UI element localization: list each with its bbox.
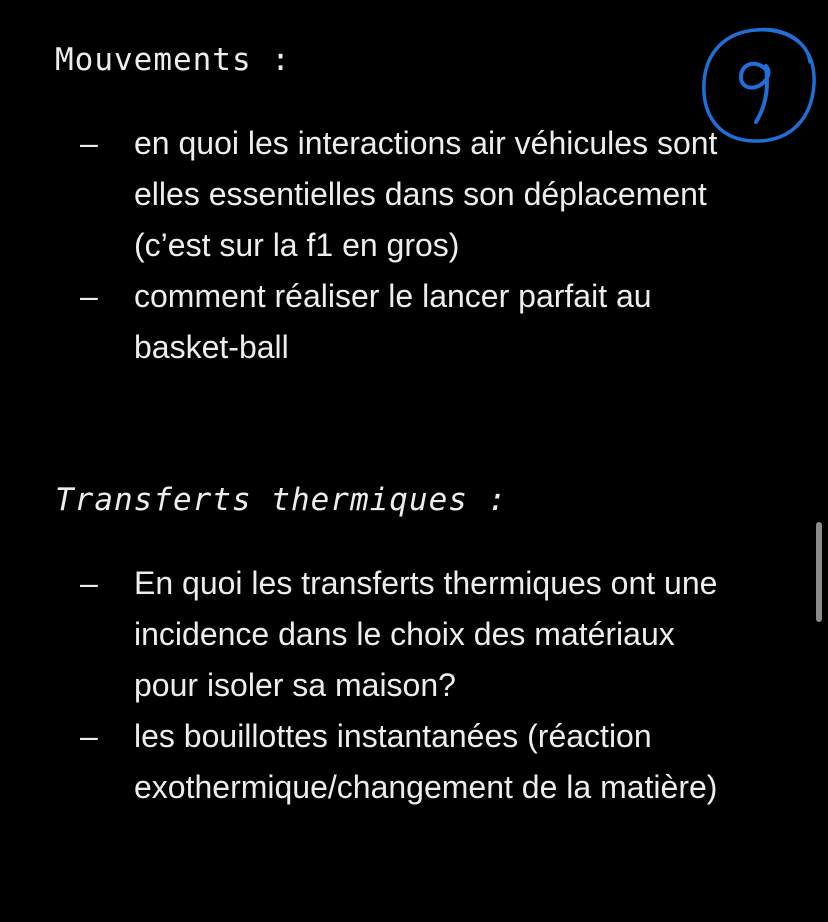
- bullet-dash: –: [80, 718, 98, 754]
- vertical-scrollbar[interactable]: [816, 522, 822, 622]
- handwritten-page-number-icon: [696, 22, 822, 150]
- list-item-text: en quoi les interactions air véhicules sont elles essentielles dans son déplacement (c’est sur la f1 en gros): [134, 125, 718, 263]
- bullet-dash: –: [80, 125, 98, 161]
- section-title-transferts-thermiques: Transferts thermiques :: [55, 482, 508, 518]
- list-item[interactable]: [0, 271, 734, 373]
- bullet-dash: –: [80, 278, 98, 314]
- bullet-dash: –: [80, 565, 98, 601]
- list-item-text: comment réaliser le lancer parfait au basket-ball: [134, 278, 652, 365]
- section-title-mouvements: Mouvements :: [55, 42, 291, 78]
- bullet-list-transferts-thermiques: [0, 558, 734, 813]
- list-item-text: En quoi les transferts thermiques ont une incidence dans le choix des matériaux pour isoler sa maison?: [134, 565, 718, 703]
- list-item[interactable]: [0, 711, 734, 813]
- bullet-list-mouvements: [0, 118, 734, 373]
- list-item-text: les bouillottes instantanées (réaction exothermique/changement de la matière): [134, 718, 718, 805]
- list-item[interactable]: [0, 558, 734, 711]
- list-item[interactable]: [0, 118, 734, 271]
